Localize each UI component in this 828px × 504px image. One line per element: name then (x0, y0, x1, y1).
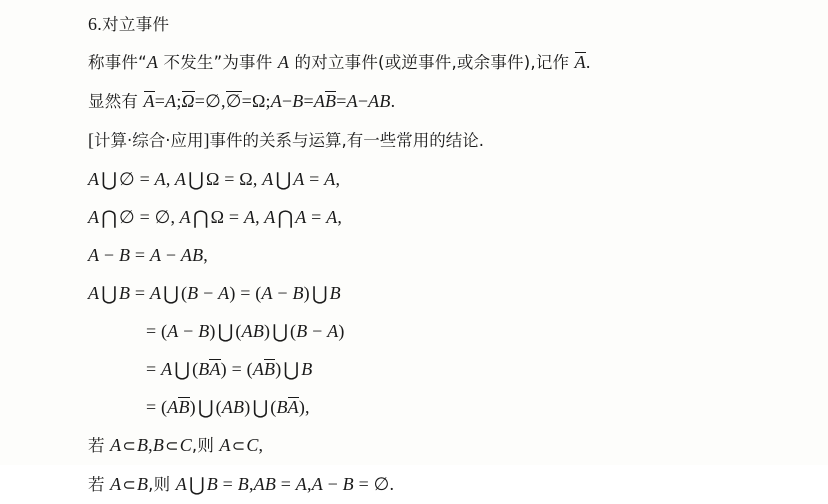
eq-2: = (194, 91, 206, 111)
if1-mid: ,则 (191, 436, 220, 455)
formula-line-4: A ⋃ B = A ⋃ (B − A) = (A − B) ⋃ B (88, 283, 341, 305)
bracket-line (88, 121, 788, 160)
obvious-line (88, 82, 788, 121)
definition-end: . (585, 52, 591, 72)
conclusion-line-1: 若 A⊂B,B⊂C,则 A⊂C, (88, 435, 264, 455)
formula-line-6: = A ⋃ (BA) = (AB) ⋃ B (146, 359, 313, 381)
formula-line-3: A − B = A − AB, (88, 245, 208, 265)
eq-5: = (336, 91, 347, 111)
comma-1: , (220, 91, 226, 111)
formula-A-3: A (313, 91, 326, 111)
bracket-label: 计算·综合·应用 (94, 131, 204, 150)
formula-line-5: = (A − B) ⋃ (AB) ⋃ (B − A) (146, 321, 345, 343)
formula-empty-bar: ∅ (225, 91, 242, 111)
minus-2: − (357, 91, 369, 111)
formula-line-7: = (AB) ⋃ (AB) ⋃ (BA), (146, 397, 310, 419)
section-number: 6. (88, 14, 103, 34)
eq-4: = (303, 91, 314, 111)
if1-pre: 若 (88, 436, 111, 455)
formula-AB: AB (368, 91, 391, 111)
bracket-text: 事件的关系与运算,有一些常用的结论. (209, 131, 484, 150)
definition-pre: 称事件“ (88, 53, 147, 72)
formula-A-4: A (346, 91, 358, 111)
section-heading (88, 6, 788, 43)
obvious-end: . (390, 91, 396, 111)
formula-Abar: A (143, 91, 155, 111)
bracket-close: ] (203, 130, 210, 150)
formula-A: A (165, 91, 177, 111)
if2-pre: 若 (88, 475, 111, 494)
minus-1: − (281, 91, 293, 111)
definition-mid: 不发生”为事件 (158, 53, 278, 72)
formula-line-1: A ⋃ ∅ = A, A ⋃ Ω = Ω, A ⋃ A = A, (88, 169, 341, 191)
if2-end: . (389, 474, 395, 494)
obvious-pre: 显然有 (88, 92, 144, 111)
symbol-A: A (146, 52, 159, 72)
if2-mid: ,则 (148, 475, 176, 494)
conclusion-line-2: 若 A⊂B,则 A ⋃ B = B,AB = A,A − B = ∅. (88, 474, 395, 496)
formula-empty: ∅ (205, 91, 221, 111)
definition-line (88, 43, 788, 82)
section-title: 对立事件 (102, 15, 170, 34)
semicolon-1: ; (176, 91, 182, 111)
document-content (88, 6, 788, 504)
bracket-open: [ (88, 130, 94, 150)
if1-end: , (258, 435, 264, 455)
formula-B: B (292, 91, 304, 111)
eq-1: = (154, 91, 166, 111)
semicolon-2: ; (265, 91, 271, 111)
eq-3: = (241, 91, 252, 111)
formula-omega: Ω (251, 91, 266, 111)
symbol-A-2: A (277, 52, 290, 72)
formula-line-2: A ⋂ ∅ = ∅, A ⋂ Ω = A, A ⋂ A = A, (88, 207, 343, 229)
formula-omega-bar: Ω (181, 91, 195, 111)
formula-A-2: A (270, 91, 282, 111)
symbol-A-bar: A (574, 52, 586, 72)
definition-post: 的对立事件(或逆事件,或余事件),记作 (289, 53, 575, 72)
formula-B-bar: B (325, 91, 337, 111)
